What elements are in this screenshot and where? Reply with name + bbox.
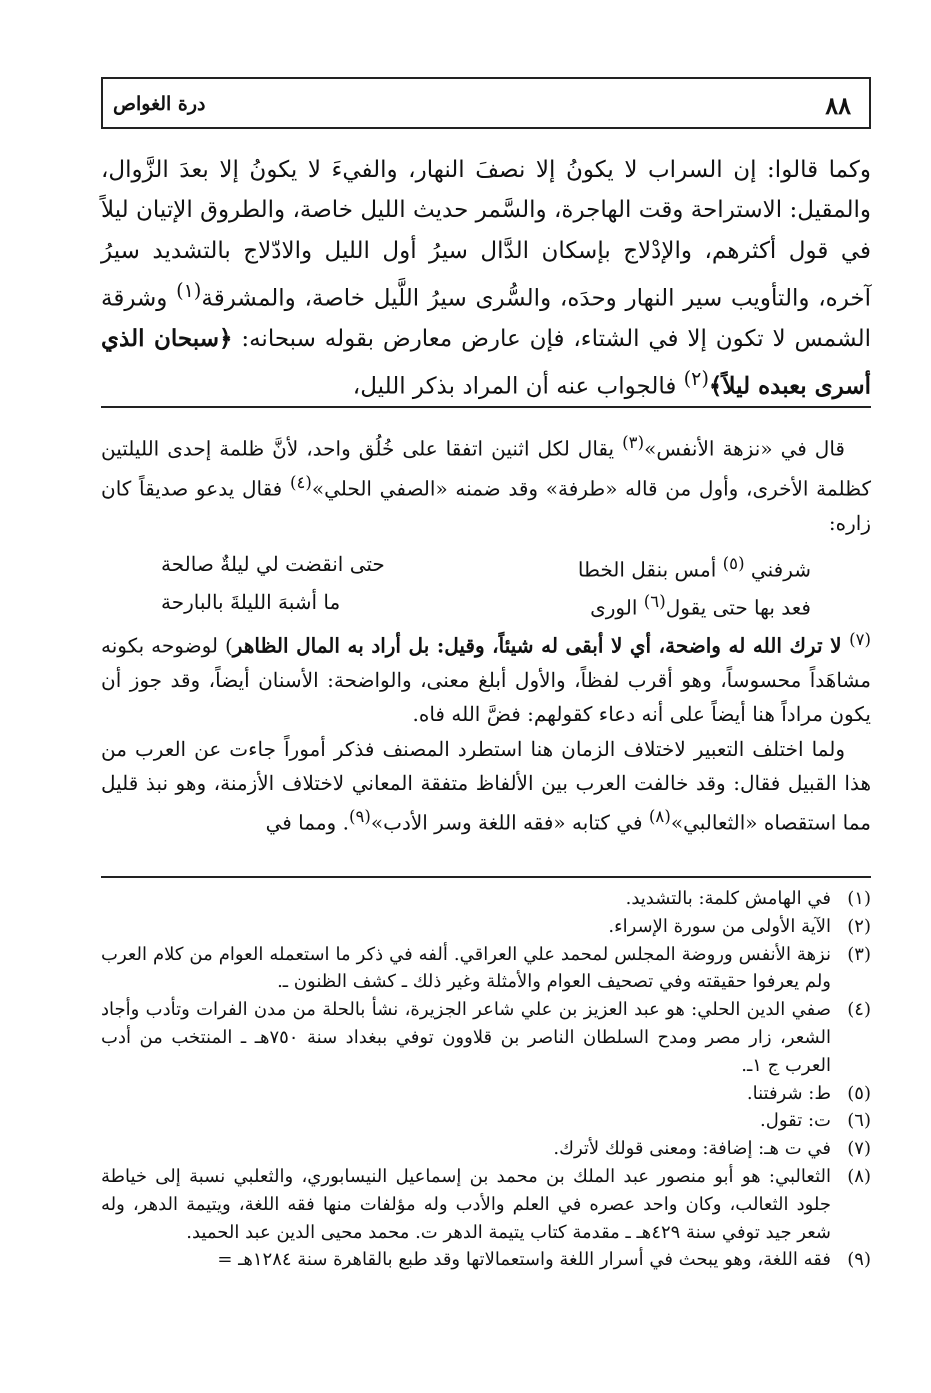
footnote-ref: (٩) <box>348 807 371 827</box>
main-text <box>101 150 871 407</box>
footnote-number: (٢) <box>847 915 871 937</box>
text-run: فالجواب عنه أن المراد بذكر الليل، <box>352 373 684 400</box>
text-run: شرفني <box>744 557 811 582</box>
footnote-text: الآية الأولى من سورة الإسراء. <box>608 915 831 937</box>
footnote-ref: (٨) <box>648 807 671 827</box>
footnote-ref: (٦) <box>643 592 666 612</box>
footnote-text: ت: تقول. <box>760 1110 831 1132</box>
footnote <box>101 885 871 913</box>
footnote-ref: (٤) <box>289 472 312 492</box>
text-run: فعد بها حتى يقول <box>665 595 811 620</box>
footnote <box>101 941 871 997</box>
poem-hemistich-left: حتى انقضت لي ليلةٌ صالحة <box>161 552 385 577</box>
text-run: في كتابه «فقه اللغة وسر الأدب» <box>370 811 649 835</box>
text-run: قال في «نزهة الأنفس» <box>644 436 845 461</box>
commentary-paragraph <box>101 623 871 732</box>
footnote-number: (١) <box>847 888 871 909</box>
footnote <box>101 1246 871 1274</box>
commentary-paragraph <box>101 426 871 540</box>
footnote <box>101 1135 871 1163</box>
quran-verse: ﴿سبحان الذي أسرى بعبده ليلاً﴾ <box>101 324 871 400</box>
footnote-number: (٨) <box>847 1165 871 1187</box>
footnote-ref: (١) <box>176 278 202 302</box>
text-run: وشرقة الشمس لا تكون إلا في الشتاء، فإن عارض معارض بقوله سبحانه: <box>101 285 872 352</box>
footnote-ref: (٥) <box>722 554 745 574</box>
main-paragraph <box>101 150 871 407</box>
footnote-number: (٩) <box>847 1249 871 1271</box>
footnote-number: (٥) <box>847 1082 871 1104</box>
footnote <box>101 913 871 941</box>
text-run: ولما اختلف التعبير لاختلاف الزمان هنا استطرد المصنف فذكر أموراً جاءت عن العرب من هذا القبيل فقال: وقد خالفت العرب بين الألفاظ متفقة المعاني لاختلاف الأزمنة، وهو نبذ قليل مما استقصاه «الثعالبي» <box>101 736 871 835</box>
footnote-text: صفي الدين الحلي: هو عبد العزيز بن علي شاعر الجزيرة، نشأ بالحلة من مدن الفرات وتأدب وأجاد الشعر، زار مصر ومدح السلطان الناصر بن قلاوون توفي ببغداد سنة ٧٥٠هـ ـ المنتخب من أدب العرب ج ١ـ. <box>101 999 832 1076</box>
text-run: . ومما في <box>265 811 349 835</box>
footnote <box>101 1107 871 1135</box>
footnote-text: الثعالبي: هو أبو منصور عبد الملك بن محمد بن إسماعيل النيسابوري، والثعلبي نسبة إلى خياطة جلود الثعالب، وكان واحد عصره في العلم والأدب وله مؤلفات منها فقه اللغة، ويتيمة الدهر، وله شعر جيد توفي سنة ٤٢٩هـ ـ مقدمة كتاب يتيمة الدهر ت. محمد محيى الدين عبد الحميد. <box>101 1165 831 1243</box>
poem-hemistich-right <box>590 585 811 623</box>
poem-line <box>101 547 871 585</box>
poem-line <box>101 585 871 623</box>
text-run: أمس بنقل الخطا <box>577 557 723 582</box>
poem <box>101 547 871 623</box>
footnote-number: (٧) <box>847 1138 871 1160</box>
poem-hemistich-left: ما أشبهَ الليلةَ بالبارحة <box>161 590 341 615</box>
running-title: درة الغواص <box>113 93 206 115</box>
footnote-text: في ت هـ: إضافة: ومعنى قولك لأترك. <box>553 1138 831 1160</box>
footnote-ref: (٢) <box>683 367 709 391</box>
text-run: فقال يدعو صديقاً كان زاره: <box>101 476 871 535</box>
commentary-section <box>101 426 871 840</box>
footnote-text: في الهامش كلمة: بالتشديد. <box>625 888 831 909</box>
text-run: ) لوضوحه بكونه مشاهَداً محسوساً، وهو أقرب لفظاً، والأول أبلغ معنى، والواضحة: الأسنان أيضاً، وقد جوز أن يكون مراداً هنا أيضاً على أنه دعاء كقولهم: فضَّ الله فاه. <box>101 633 871 727</box>
text-run: الورى <box>590 595 644 620</box>
footnote <box>101 1163 871 1246</box>
footnote-number: (٦) <box>847 1110 871 1132</box>
footnote-text: نزهة الأنفس وروضة المجلس لمحمد علي العراقي. ألفه في ذكر ما استعمله العوام من كلام العرب ولم يعرفوا حقيقته وفي تصحيف العوام والأمثلة وغير ذلك ـ كشف الظنون ـ. <box>101 943 831 993</box>
footnote-number: (٣) <box>847 943 871 965</box>
page-number: ٨٨ <box>825 91 851 120</box>
poem-hemistich-right <box>578 547 811 585</box>
text-run: يقال لكل اثنين اتفقا على خُلُق واحد، لأنَّ ظلمة إحدى الليلتين كظلمة الأخرى، وأول من قاله «طرفة» وقد ضمنه «الصفي الحلي» <box>101 436 872 501</box>
footnotes <box>101 885 871 1274</box>
footnote-text: فقه اللغة، وهو يبحث في أسرار اللغة واستعمالاتها وقد طبع بالقاهرة سنة ١٢٨٤هـ = <box>217 1249 831 1271</box>
footnote-ref: (٣) <box>622 433 645 452</box>
bold-phrase: لا ترك الله له واضحة، أي لا أبقى له شيئاً، وقيل: بل أراد به المال الظاهر <box>232 633 850 658</box>
footnote-ref: (٧) <box>849 630 872 650</box>
footnote-text: ط: شرفتنا. <box>746 1082 831 1104</box>
text-run: وكما قالوا: إن السراب لا يكونُ إلا نصفَ النهار، والفيءَ لا يكونُ إلا بعدَ الزَّوال، والمقيل: الاستراحة وقت الهاجرة، والسَّمر حديث الليل خاصة، والطروق الإتيان ليلاً في قول أكثرهم، والإدْلاج بإسكان الدَّال سيرُ أول الليل والادّلاج بالتشديد سيرُ آخره، والتأويب سير النهار وحدَه، والسُّرى سيرُ اللَّيل خاصة، والمشرقة <box>101 157 871 312</box>
footnote <box>101 1080 871 1108</box>
page-header <box>101 77 871 129</box>
footnote <box>101 996 871 1079</box>
footnotes-divider <box>101 876 871 878</box>
footnote-number: (٤) <box>847 999 871 1021</box>
commentary-paragraph <box>101 732 871 841</box>
section-divider <box>101 406 871 408</box>
